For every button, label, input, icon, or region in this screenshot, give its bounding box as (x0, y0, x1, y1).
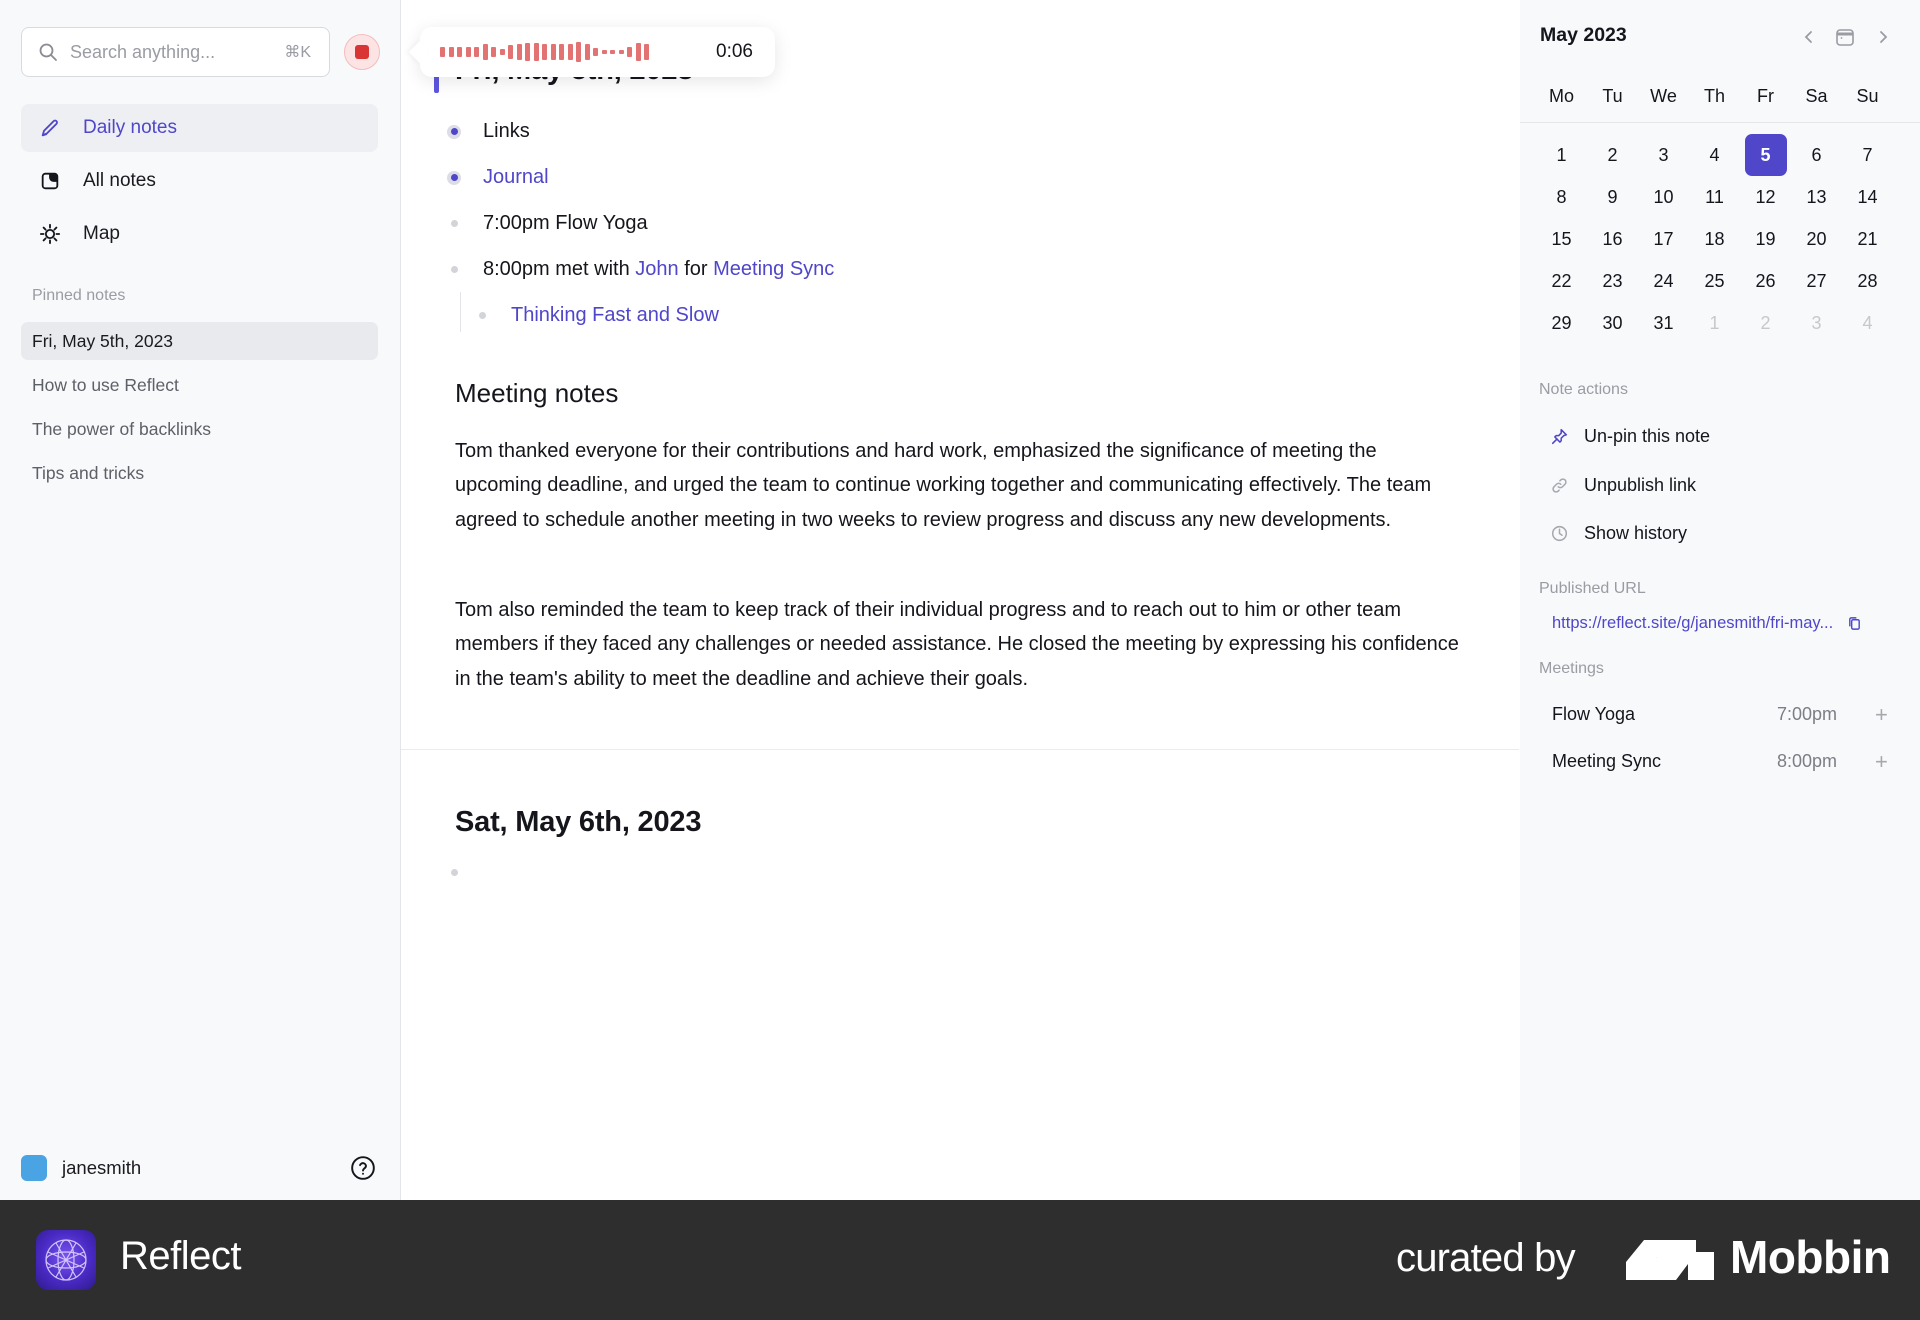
bullet-dot-icon (447, 171, 461, 185)
help-icon[interactable] (350, 1155, 376, 1181)
bullet-item[interactable] (455, 212, 648, 235)
published-url-link[interactable] (1552, 614, 1862, 633)
calendar-day[interactable]: 23 (1602, 270, 1623, 291)
calendar-icon (1835, 27, 1855, 47)
journal-link[interactable]: Journal (483, 166, 549, 188)
calendar-day[interactable]: 17 (1653, 228, 1674, 249)
calendar-day[interactable]: 15 (1551, 228, 1572, 249)
note-icon (39, 170, 61, 192)
voice-recorder-popover (420, 27, 775, 77)
calendar-day[interactable]: 26 (1755, 270, 1776, 291)
bullet-dot-icon (447, 217, 461, 231)
chevron-left-icon (1803, 30, 1815, 44)
published-url-label: Published URL (1539, 580, 1646, 597)
calendar-day[interactable]: 7 (1862, 144, 1873, 165)
weekday-label: Su (1856, 86, 1879, 106)
clock-icon (1551, 525, 1568, 542)
waveform (440, 42, 649, 62)
calendar-day[interactable]: 30 (1602, 312, 1623, 333)
stop-icon (355, 45, 369, 59)
add-meeting-note-icon[interactable]: + (1875, 701, 1888, 727)
sidebar-item-label: Map (83, 223, 120, 244)
calendar-day[interactable]: 16 (1602, 228, 1623, 249)
mobbin-brand: Mobbin (1730, 1231, 1891, 1283)
meeting-sync-link[interactable]: Meeting Sync (713, 258, 835, 280)
right-panel (1520, 0, 1920, 1200)
username: janesmith (62, 1157, 142, 1178)
meeting-row[interactable] (1552, 701, 1907, 727)
meeting-time: 8:00pm (1777, 751, 1838, 771)
meeting-name: Flow Yoga (1552, 704, 1636, 724)
pinned-note[interactable]: How to use Reflect (32, 374, 179, 395)
calendar-day[interactable]: 12 (1755, 186, 1776, 207)
bullet-text: for (678, 258, 714, 280)
calendar-day[interactable]: 1 (1709, 312, 1720, 333)
pinned-note[interactable]: The power of backlinks (32, 418, 211, 439)
paragraph[interactable]: Tom thanked everyone for their contributions and hard work, emphasized the significance of meeting the upcoming deadline, and urged the team to continue working together and communicating effectively. The team agreed to schedule another meeting in two weeks to review progress and discuss any new developments. (455, 440, 1432, 531)
calendar-day[interactable]: 19 (1755, 228, 1776, 249)
weekday-label: Tu (1602, 86, 1623, 106)
editor (401, 0, 1519, 1200)
sidebar-item-label: Daily notes (83, 117, 177, 138)
calendar-day[interactable]: 11 (1705, 186, 1724, 207)
chevron-right-icon (1877, 30, 1889, 44)
meetings-label: Meetings (1539, 660, 1604, 677)
pinned-note[interactable]: Fri, May 5th, 2023 (21, 322, 378, 360)
calendar-day[interactable]: 27 (1806, 270, 1827, 291)
unpin-note-button[interactable] (1551, 426, 1710, 447)
calendar-day[interactable]: 28 (1857, 270, 1878, 291)
selected-day: 5 (1745, 134, 1787, 176)
curated-by-text: curated by (1396, 1236, 1575, 1280)
calendar-day[interactable]: 4 (1709, 144, 1720, 165)
sidebar (0, 0, 401, 1200)
calendar-day[interactable]: 2 (1760, 312, 1771, 333)
thinking-fast-link[interactable]: Thinking Fast and Slow (511, 304, 719, 326)
calendar-day[interactable]: 22 (1551, 270, 1572, 291)
bullet-dot-icon (447, 865, 461, 879)
footer (0, 1200, 1920, 1320)
calendar-day[interactable]: 9 (1607, 186, 1618, 207)
app-name: Reflect (120, 1234, 241, 1278)
next-month-button[interactable] (1872, 26, 1894, 48)
nesting-guide (460, 292, 461, 332)
weekday-label: Fr (1757, 86, 1774, 106)
calendar-day[interactable]: 29 (1551, 312, 1572, 333)
avatar (21, 1155, 47, 1181)
calendar-day[interactable]: 20 (1806, 228, 1827, 249)
sidebar-item-all-notes[interactable] (21, 157, 378, 205)
published-url-text: https://reflect.site/g/janesmith/fri-may... (1552, 614, 1834, 632)
show-history-button[interactable] (1551, 523, 1687, 544)
calendar-days (1520, 134, 1920, 344)
pencil-icon (39, 117, 61, 139)
calendar-day[interactable]: 2 (1607, 144, 1618, 165)
calendar-day[interactable]: 21 (1857, 228, 1878, 249)
calendar-day[interactable]: 31 (1653, 312, 1674, 333)
today-button[interactable] (1834, 26, 1856, 48)
bullet-item[interactable] (455, 166, 549, 189)
search-shortcut: ⌘K (284, 44, 311, 61)
day-title[interactable]: Sat, May 6th, 2023 (455, 806, 702, 838)
action-label: Unpublish link (1584, 475, 1697, 495)
calendar-divider (1520, 122, 1920, 123)
add-meeting-note-icon[interactable]: + (1875, 748, 1888, 774)
sidebar-item-label: All notes (83, 170, 156, 191)
bullet-item-nested[interactable] (483, 304, 719, 327)
calendar-day[interactable]: 3 (1658, 144, 1669, 165)
section-heading: Meeting notes (455, 378, 619, 408)
bullet-dot-icon (475, 309, 489, 323)
action-label: Un-pin this note (1584, 426, 1711, 446)
bullet-dot-icon (447, 263, 461, 277)
bullet-text: Links (483, 120, 530, 142)
calendar-day[interactable]: 25 (1704, 270, 1725, 291)
meeting-time: 7:00pm (1777, 704, 1838, 724)
weekday-label: Th (1703, 86, 1725, 106)
calendar-day[interactable]: 18 (1704, 228, 1725, 249)
stop-recording-button[interactable] (344, 34, 380, 70)
search-input[interactable] (21, 27, 330, 77)
calendar-day[interactable]: 24 (1653, 270, 1674, 291)
calendar-day[interactable]: 6 (1811, 144, 1822, 165)
calendar-day[interactable]: 3 (1811, 312, 1822, 333)
weekday-label: We (1650, 86, 1677, 106)
calendar-day[interactable]: 14 (1857, 186, 1878, 207)
pinned-notes-label: Pinned notes (32, 287, 126, 304)
pinned-note[interactable]: Tips and tricks (32, 462, 145, 483)
link-icon (1551, 477, 1568, 494)
user-menu[interactable] (21, 1155, 141, 1181)
search-icon (38, 42, 58, 62)
weekday-label: Sa (1805, 86, 1828, 106)
action-label: Show history (1584, 523, 1688, 543)
copy-icon[interactable] (1847, 616, 1862, 631)
sidebar-item-daily-notes[interactable] (21, 104, 378, 152)
note-actions-label: Note actions (1539, 381, 1628, 398)
calendar-day[interactable]: 10 (1653, 186, 1674, 207)
calendar-day[interactable]: 1 (1556, 144, 1567, 165)
meeting-name: Meeting Sync (1552, 751, 1662, 771)
bullet-text: 7:00pm Flow Yoga (483, 212, 648, 234)
bullet-item[interactable] (455, 258, 834, 281)
calendar-day[interactable]: 8 (1556, 186, 1567, 207)
calendar-month: May 2023 (1540, 24, 1627, 46)
reflect-logo-icon (36, 1230, 96, 1290)
weekday-header (1520, 86, 1920, 110)
search-placeholder: Search anything... (70, 41, 216, 62)
prev-month-button[interactable] (1798, 26, 1820, 48)
weekday-label: Mo (1548, 86, 1574, 106)
recording-timer: 0:06 (716, 41, 753, 62)
paragraph[interactable]: Tom also reminded the team to keep track of their individual progress and to reach out to him or other team members if they faced any challenges or needed assistance. He closed the meeting by expressing his confidence in the team's ability to meet the deadline and achieve their goals. (455, 599, 1459, 690)
unpublish-link-button[interactable] (1551, 475, 1696, 496)
sidebar-item-map[interactable] (21, 210, 378, 258)
meeting-row[interactable] (1552, 748, 1907, 774)
pin-icon (1551, 428, 1568, 445)
map-icon (39, 223, 61, 245)
calendar-day[interactable]: 4 (1862, 312, 1873, 333)
bullet-item[interactable] (455, 120, 530, 143)
day-divider (401, 749, 1519, 750)
john-link[interactable]: John (635, 258, 679, 280)
mobbin-logo-icon (1626, 1240, 1714, 1280)
calendar-day[interactable] (1740, 134, 1791, 176)
bullet-text: 8:00pm met with (483, 258, 636, 280)
bullet-dot-icon (447, 125, 461, 139)
calendar-day[interactable]: 13 (1806, 186, 1827, 207)
